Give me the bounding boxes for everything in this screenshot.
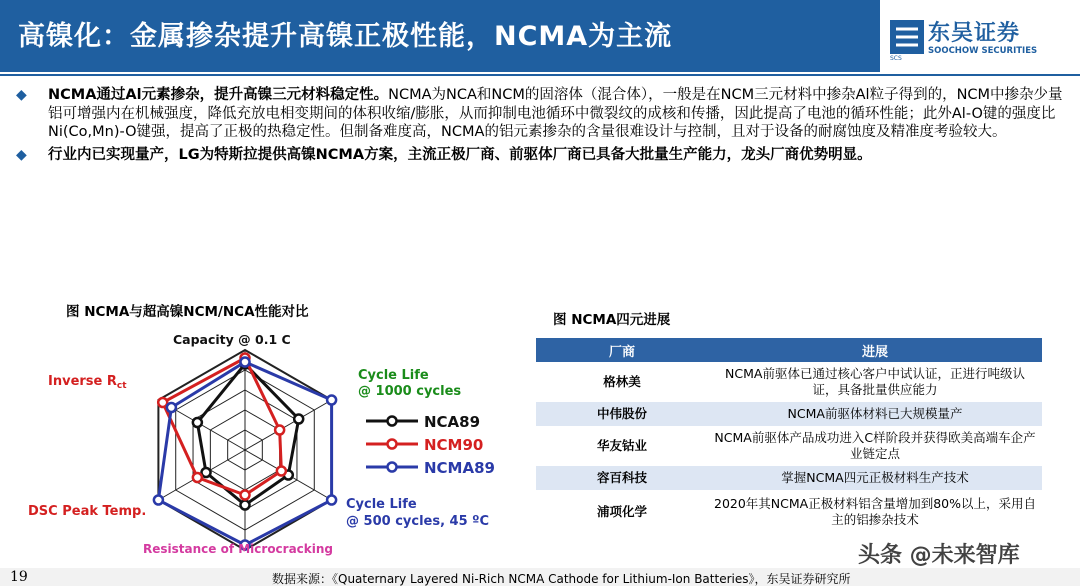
series-point-nca89 xyxy=(202,468,211,477)
cell-progress: 掌握NCMA四元正极材料生产技术 xyxy=(708,466,1042,490)
legend-label-ncma89: NCMA89 xyxy=(424,459,495,477)
brand-logo xyxy=(890,16,1075,64)
cell-progress: 2020年其NCMA正极材料铝含量增加到80%以上，采用自主的铝掺杂技术 xyxy=(708,490,1042,534)
cell-progress: NCMA前驱体已通过核心客户中试认证，正进行吨级认证，具备批量供应能力 xyxy=(708,362,1042,402)
cell-company: 容百科技 xyxy=(536,466,708,490)
legend-marker-ncm90 xyxy=(388,440,397,449)
series-point-nca89 xyxy=(241,501,250,510)
series-point-nca89 xyxy=(193,418,202,427)
diamond-bullet-icon: ◆ xyxy=(16,146,27,163)
header-banner xyxy=(0,0,880,72)
series-point-ncm90 xyxy=(193,473,202,482)
axis-label-inverse-r xyxy=(48,374,127,391)
radar-figure-title: 图 NCMA与超高镍NCM/NCA性能对比 xyxy=(66,304,309,320)
page-number: 19 xyxy=(10,569,28,585)
cell-company: 格林美 xyxy=(536,362,708,402)
series-point-ncma89 xyxy=(167,403,176,412)
table-row xyxy=(536,402,1042,426)
source-note: 数据来源：《Quaternary Layered Ni-Rich NCMA Cathode for Lithium-Ion Batteries》，东吴证券研究所 xyxy=(272,572,851,586)
header-progress: 进展 xyxy=(708,338,1042,362)
logo-text-cn: 东吴证券 xyxy=(928,21,1021,46)
header-rule xyxy=(0,74,1080,76)
table-header-row xyxy=(536,338,1042,362)
series-point-ncm90 xyxy=(158,398,167,407)
logo-mark-icon xyxy=(890,20,924,54)
axis-label-microcracking: Resistance of Microcracking xyxy=(143,542,334,556)
series-point-ncma89 xyxy=(241,358,250,367)
axis-label-cycle-500-line1: Cycle Life xyxy=(346,497,417,512)
legend-marker-ncma89 xyxy=(388,463,397,472)
axis-label-cycle-1000-line1: Cycle Life xyxy=(358,368,429,383)
table-row xyxy=(536,426,1042,466)
series-point-ncm90 xyxy=(275,426,284,435)
cell-company: 中伟股份 xyxy=(536,402,708,426)
series-point-ncma89 xyxy=(154,496,163,505)
radar-chart xyxy=(28,322,520,562)
bullet-item xyxy=(14,86,1070,142)
logo-text-en: SOOCHOW SECURITIES xyxy=(928,46,1038,56)
diamond-bullet-icon: ◆ xyxy=(16,87,27,103)
cell-company: 浦项化学 xyxy=(536,490,708,534)
legend-label-nca89: NCA89 xyxy=(424,413,481,431)
cell-progress: NCMA前驱体材料已大规模量产 xyxy=(708,402,1042,426)
radar-svg xyxy=(28,322,520,562)
axis-label-cycle-500-line2: @ 500 cycles, 45 ºC xyxy=(346,514,490,529)
axis-label-dsc: DSC Peak Temp. xyxy=(28,504,147,519)
series-line-ncm90 xyxy=(163,358,282,495)
table-row xyxy=(536,362,1042,402)
cell-progress: NCMA前驱体产品成功进入C样阶段并获得欧美高端车企产业链定点 xyxy=(708,426,1042,466)
axis-label-capacity: Capacity @ 0.1 C xyxy=(173,332,291,347)
header-company: 厂商 xyxy=(536,338,708,362)
bullet-body: NCMA为NCA和NCM的固溶体（混合体），一般是在NCM三元材料中掺杂Al粒子得到的，NCM中掺杂少量铝可增强内在机械强度，降低充放电相变期间的体积收缩/膨胀，从而抑制电池循环中微裂纹的成核和传播，因此提高了电池的循环性能；此外Al-O键的强度比Ni(Co,Mn)-O键强，提高了正极的热稳定性。但制备难度高，NCMA的铝元素掺杂的含量很难设计与控制，且对于设备的耐腐蚀度及精准度考验较大。 xyxy=(48,87,1063,140)
page-title: 高镍化：金属掺杂提升高镍正极性能，NCMA为主流 xyxy=(18,21,673,52)
table-row xyxy=(536,490,1042,534)
series-point-ncma89 xyxy=(327,496,336,505)
table-row xyxy=(536,466,1042,490)
series-point-nca89 xyxy=(294,415,303,424)
series-point-ncm90 xyxy=(277,467,286,476)
series-point-ncma89 xyxy=(327,396,336,405)
axis-label-inverse-r-sub: ct xyxy=(116,381,127,391)
bullet-lead: 行业内已实现量产，LG为特斯拉提供高镍NCMA方案，主流正极厂商、前驱体厂商已具备大批量生产能力，龙头厂商优势明显。 xyxy=(48,146,872,163)
table-figure-title: 图 NCMA四元进展 xyxy=(553,312,671,328)
legend-marker-nca89 xyxy=(388,417,397,426)
bullet-lead: NCMA通过Al元素掺杂，提升高镍三元材料稳定性。 xyxy=(48,87,389,103)
bullet-item xyxy=(14,146,1070,165)
series-point-ncm90 xyxy=(241,491,250,500)
cell-company: 华友钴业 xyxy=(536,426,708,466)
logo-mark-label: SCS xyxy=(890,55,902,62)
legend-label-ncm90: NCM90 xyxy=(424,436,484,454)
axis-label-cycle-1000-line2: @ 1000 cycles xyxy=(358,384,462,399)
bullet-list xyxy=(14,86,1070,168)
progress-table xyxy=(536,338,1042,534)
axis-label-inverse-r-main: Inverse R xyxy=(48,374,117,389)
watermark: 头条 @未来智库 xyxy=(858,543,1020,568)
